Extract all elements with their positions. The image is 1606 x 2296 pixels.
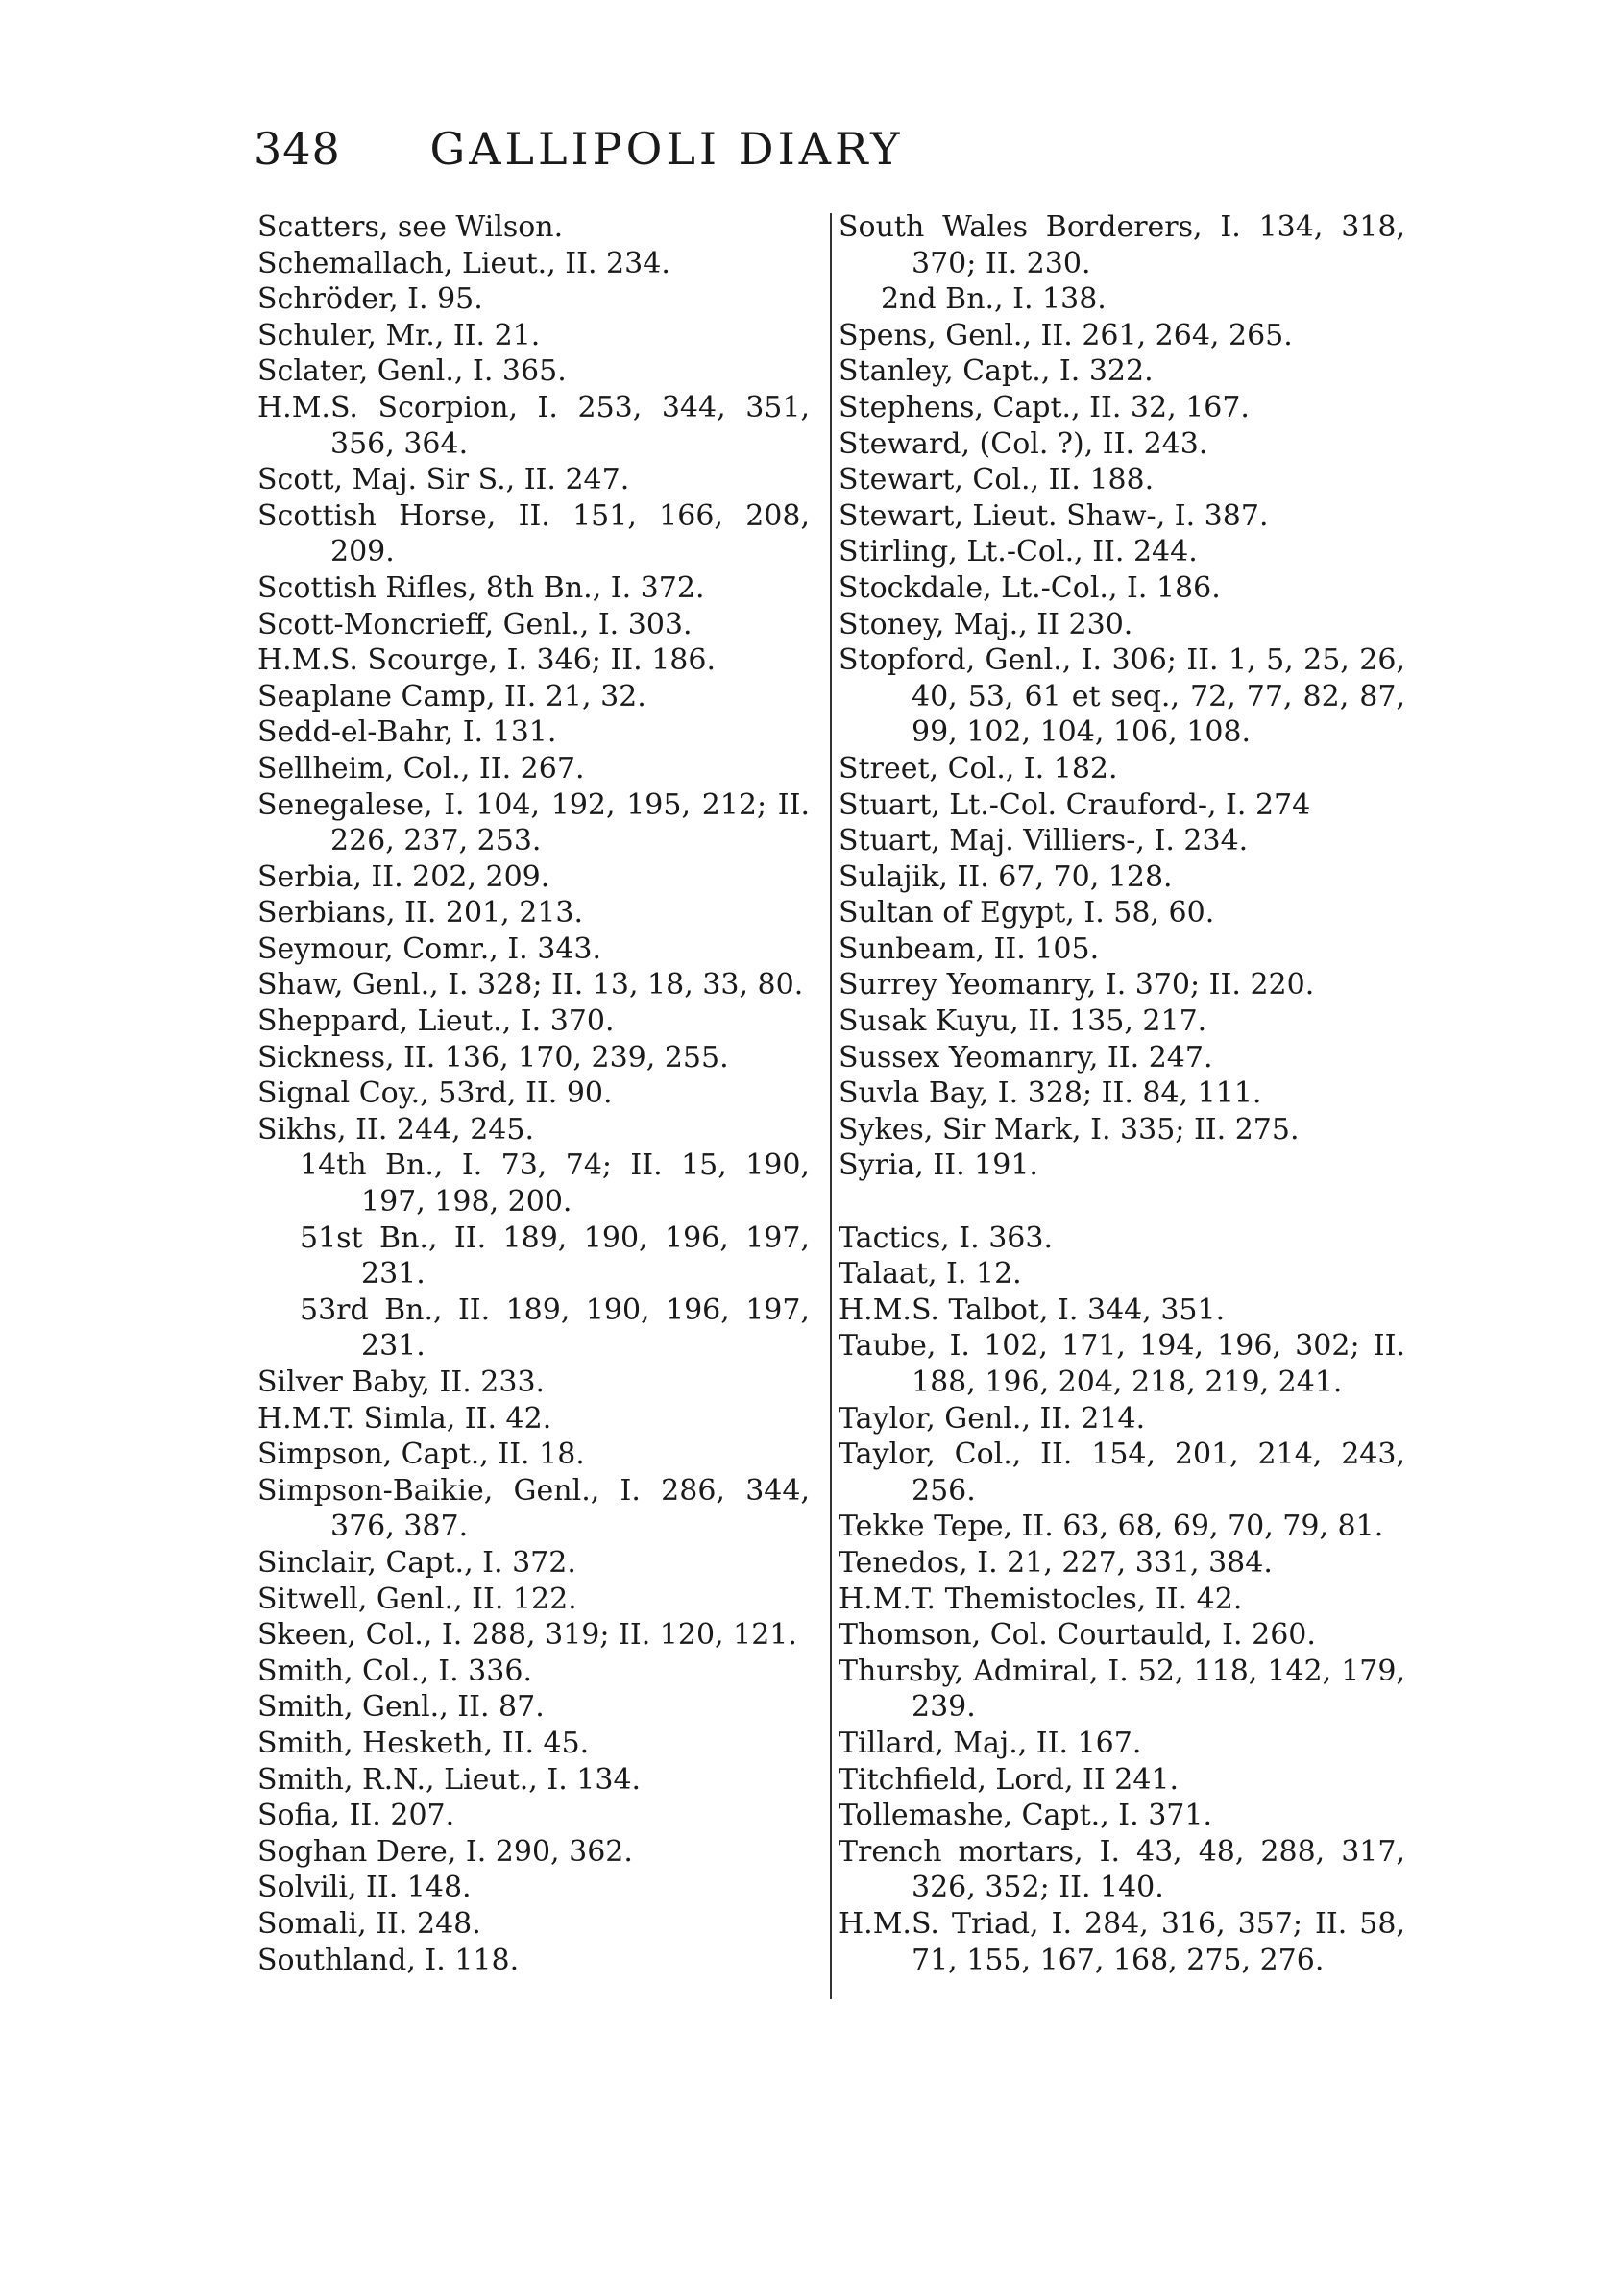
- index-entry: H.M.S. Scorpion, I. 253, 344, 351, 356, 364.: [257, 390, 810, 461]
- index-entry: Seaplane Camp, II. 21, 32.: [257, 679, 646, 713]
- index-entry: Serbians, II. 201, 213.: [257, 896, 584, 930]
- index-entry: Stewart, Lieut. Shaw-, I. 387.: [839, 498, 1269, 533]
- index-entry: Simpson, Capt., II. 18.: [257, 1438, 585, 1472]
- index-entry: H.M.T. Simla, II. 42.: [257, 1401, 552, 1436]
- index-entry: Scatters, see Wilson.: [257, 210, 564, 244]
- index-entry: Thomson, Col. Courtauld, I. 260.: [839, 1618, 1316, 1653]
- index-entry: Solvili, II. 148.: [257, 1871, 472, 1905]
- index-entry: Tollemashe, Capt., I. 371.: [839, 1799, 1212, 1833]
- index-entry: Sikhs, II. 244, 245.: [257, 1112, 535, 1147]
- index-entry: Sussex Yeomanry, II. 247.: [839, 1040, 1213, 1075]
- index-entry: Sultan of Egypt, I. 58, 60.: [839, 896, 1215, 930]
- index-column-left: [257, 209, 810, 1978]
- index-entry: South Wales Borderers, I. 134, 318, 370; II. 230.: [839, 210, 1405, 280]
- index-entry: Sedd-el-Bahr, I. 131.: [257, 715, 557, 750]
- index-entry: Simpson-Baikie, Genl., I. 286, 344, 376, 387.: [257, 1473, 810, 1544]
- index-entry: Tenedos, I. 21, 227, 331, 384.: [839, 1545, 1273, 1580]
- index-entry: Southland, I. 118.: [257, 1943, 520, 1977]
- page-number: 348: [254, 123, 341, 175]
- index-entry: Street, Col., I. 182.: [839, 751, 1118, 785]
- index-entry: Stuart, Maj. Villiers-, I. 234.: [839, 824, 1249, 858]
- running-title: GALLIPOLI DIARY: [429, 123, 904, 175]
- index-entry: Sellheim, Col., II. 267.: [257, 751, 585, 785]
- index-subentry: 51st Bn., II. 189, 190, 196, 197, 231.: [300, 1221, 810, 1292]
- index-entry: Surrey Yeomanry, I. 370; II. 220.: [839, 968, 1315, 1003]
- index-entry: Scottish Horse, II. 151, 166, 208, 209.: [257, 498, 810, 569]
- index-entry: Scott-Moncrieff, Genl., I. 303.: [257, 607, 693, 641]
- index-entry: H.M.S. Talbot, I. 344, 351.: [839, 1293, 1226, 1327]
- index-subentry: 14th Bn., I. 73, 74; II. 15, 190, 197, 198, 200.: [300, 1148, 810, 1220]
- section-gap: [839, 1184, 1405, 1221]
- index-entry: H.M.S. Triad, I. 284, 316, 357; II. 58, 71, 155, 167, 168, 275, 276.: [839, 1906, 1405, 1977]
- index-entry: Stockdale, Lt.-Col., I. 186.: [839, 570, 1221, 605]
- index-entry: Silver Baby, II. 233.: [257, 1366, 546, 1399]
- index-entry: Spens, Genl., II. 261, 264, 265.: [839, 318, 1293, 352]
- index-subentry: 2nd Bn., I. 138.: [881, 282, 1107, 317]
- index-entry: Sheppard, Lieut., I. 370.: [257, 1004, 615, 1039]
- index-entry: Shaw, Genl., I. 328; II. 13, 18, 33, 80.: [257, 968, 804, 1003]
- index-entry: Taylor, Genl., II. 214.: [839, 1401, 1146, 1436]
- index-entry: Stewart, Col., II. 188.: [839, 463, 1155, 497]
- index-entry: Taylor, Col., II. 154, 201, 214, 243, 256.: [839, 1438, 1405, 1508]
- index-entry: Susak Kuyu, II. 135, 217.: [839, 1004, 1207, 1039]
- index-entry: Serbia, II. 202, 209.: [257, 859, 550, 894]
- index-entry: Sunbeam, II. 105.: [839, 931, 1100, 966]
- index-subentry: 53rd Bn., II. 189, 190, 196, 197, 231.: [300, 1293, 810, 1364]
- index-entry: Schröder, I. 95.: [257, 282, 483, 317]
- index-entry: Smith, R.N., Lieut., I. 134.: [257, 1762, 642, 1797]
- index-entry: Smith, Hesketh, II. 45.: [257, 1726, 590, 1760]
- index-entry: Talaat, I. 12.: [839, 1257, 1022, 1292]
- index-entry: Stanley, Capt., I. 322.: [839, 354, 1154, 389]
- index-entry: Sclater, Genl., I. 365.: [257, 354, 567, 389]
- page-header: [254, 123, 1080, 190]
- index-entry: Scott, Maj. Sir S., II. 247.: [257, 463, 630, 497]
- index-entry: Steward, (Col. ?), II. 243.: [839, 426, 1208, 461]
- index-entry: H.M.S. Scourge, I. 346; II. 186.: [257, 643, 717, 678]
- index-entry: Skeen, Col., I. 288, 319; II. 120, 121.: [257, 1618, 797, 1653]
- index-entry: Trench mortars, I. 43, 48, 288, 317, 326, 352; II. 140.: [839, 1834, 1405, 1905]
- index-entry: Titchfield, Lord, II 241.: [839, 1762, 1180, 1797]
- index-entry: H.M.T. Themistocles, II. 42.: [839, 1582, 1243, 1616]
- index-entry: Schemallach, Lieut., II. 234.: [257, 246, 670, 280]
- index-entry: Taube, I. 102, 171, 194, 196, 302; II. 188, 196, 204, 218, 219, 241.: [839, 1329, 1405, 1399]
- index-entry: Signal Coy., 53rd, II. 90.: [257, 1076, 613, 1111]
- index-entry: Suvla Bay, I. 328; II. 84, 111.: [839, 1076, 1262, 1111]
- index-entry: Soghan Dere, I. 290, 362.: [257, 1834, 633, 1869]
- index-entry: Senegalese, I. 104, 192, 195, 212; II. 226, 237, 253.: [257, 787, 810, 858]
- index-column-right: [839, 209, 1405, 1978]
- column-divider: [830, 213, 832, 1999]
- index-entry: Smith, Genl., II. 87.: [257, 1690, 545, 1725]
- index-entry: Tactics, I. 363.: [839, 1221, 1054, 1255]
- index-entry: Tillard, Maj., II. 167.: [839, 1726, 1142, 1760]
- index-entry: Stephens, Capt., II. 32, 167.: [839, 390, 1250, 424]
- index-entry: Smith, Col., I. 336.: [257, 1654, 532, 1688]
- index-entry: Sitwell, Genl., II. 122.: [257, 1582, 577, 1616]
- index-entry: Thursby, Admiral, I. 52, 118, 142, 179, 239.: [839, 1654, 1405, 1725]
- index-entry: Somali, II. 248.: [257, 1906, 481, 1941]
- index-entry: Stuart, Lt.-Col. Crauford-, I. 274: [839, 787, 1311, 822]
- index-entry: Stirling, Lt.-Col., II. 244.: [839, 535, 1198, 569]
- index-entry: Sinclair, Capt., I. 372.: [257, 1545, 576, 1580]
- index-entry: Sickness, II. 136, 170, 239, 255.: [257, 1040, 729, 1075]
- index-entry: Stopford, Genl., I. 306; II. 1, 5, 25, 26, 40, 53, 61 et seq., 72, 77, 82, 87, 99, 102, 104, 106, 108.: [839, 643, 1405, 750]
- index-entry: Tekke Tepe, II. 63, 68, 69, 70, 79, 81.: [839, 1510, 1384, 1544]
- index-entry: Schuler, Mr., II. 21.: [257, 318, 541, 352]
- index-entry: Syria, II. 191.: [839, 1148, 1038, 1183]
- index-entry: Sulajik, II. 67, 70, 128.: [839, 859, 1173, 894]
- index-entry: Seymour, Comr., I. 343.: [257, 931, 602, 966]
- index-entry: Sykes, Sir Mark, I. 335; II. 275.: [839, 1112, 1300, 1147]
- index-entry: Stoney, Maj., II 230.: [839, 607, 1133, 641]
- index-entry: Scottish Rifles, 8th Bn., I. 372.: [257, 570, 705, 605]
- index-entry: Sofia, II. 207.: [257, 1799, 455, 1833]
